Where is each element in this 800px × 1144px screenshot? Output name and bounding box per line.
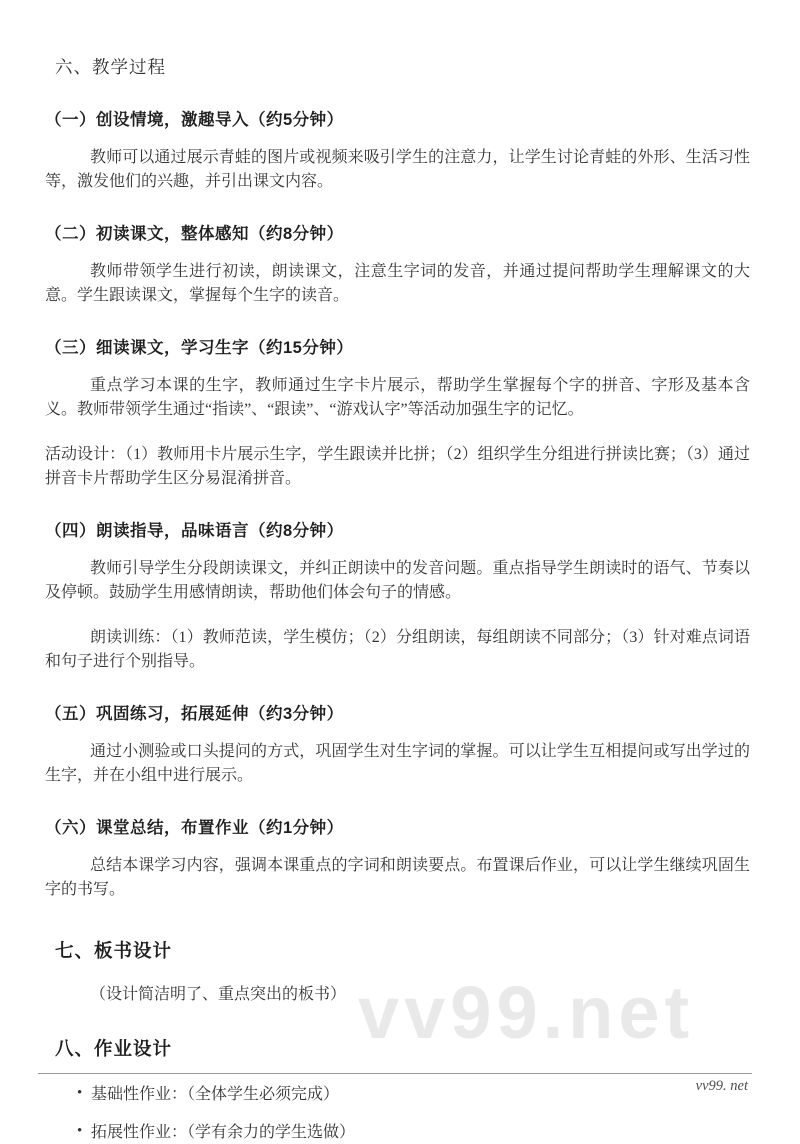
subsection-title-1: （一）创设情境，激趣导入（约5分钟） xyxy=(45,111,344,129)
section-consolidation xyxy=(45,700,750,787)
section-close-reading xyxy=(45,334,750,490)
watermark-logo: vv99.net xyxy=(358,971,695,1054)
heading-board-design: 七、板书设计 xyxy=(55,940,173,961)
paragraph: 教师可以通过展示青蛙的图片或视频来吸引学生的注意力，让学生讨论青蛙的外形、生活习性等，激发他们的兴趣，并引出课文内容。 xyxy=(45,149,750,190)
section-first-reading xyxy=(45,220,750,307)
subsection-title-6: （六）课堂总结，布置作业（约1分钟） xyxy=(45,819,344,837)
subsection-title-5: （五）巩固练习，拓展延伸（约3分钟） xyxy=(45,705,344,723)
paragraph-reading-training: 朗读训练：（1）教师范读，学生模仿；（2）分组朗读，每组朗读不同部分；（3）针对难点词语和句子进行个别指导。 xyxy=(45,629,750,670)
homework-list xyxy=(45,1083,750,1144)
footer-divider xyxy=(38,1073,752,1074)
board-design-note: （设计简洁明了、重点突出的板书） xyxy=(90,986,347,1003)
list-item-basic-homework xyxy=(77,1083,750,1106)
list-item-extended-homework xyxy=(77,1121,750,1144)
subsection-title-2: （二）初读课文，整体感知（约8分钟） xyxy=(45,225,344,243)
main-heading-teaching-process: 六、教学过程 xyxy=(55,57,166,77)
heading-homework-design: 八、作业设计 xyxy=(55,1037,173,1059)
paragraph: 总结本课学习内容，强调本课重点的字词和朗读要点。布置课后作业，可以让学生继续巩固生字的书写。 xyxy=(45,857,750,898)
paragraph: 重点学习本课的生字，教师通过生字卡片展示，帮助学生掌握每个字的拼音、字形及基本含义。教师带领学生通过“指读”、“跟读”、“游戏认字”等活动加强生字的记忆。 xyxy=(45,377,750,418)
subsection-title-4: （四）朗读指导，品味语言（约8分钟） xyxy=(45,522,344,540)
subsection-title-3: （三）细读课文，学习生字（约15分钟） xyxy=(45,339,354,357)
paragraph: 教师引导学生分段朗读课文，并纠正朗读中的发音问题。重点指导学生朗读时的语气、节奏以及停顿。鼓励学生用感情朗读，帮助他们体会句子的情感。 xyxy=(45,560,750,601)
bullet-icon: • xyxy=(77,1084,83,1101)
paragraph-activity-design: 活动设计：（1）教师用卡片展示生字，学生跟读并比拼；（2）组织学生分组进行拼读比赛；（3）通过拼音卡片帮助学生区分易混淆拼音。 xyxy=(45,446,750,487)
footer-site-text: vv99. net xyxy=(695,1078,748,1094)
paragraph: 通过小测验或口头提问的方式，巩固学生对生字词的掌握。可以让学生互相提问或写出学过的生字，并在小组中进行展示。 xyxy=(45,743,750,784)
list-item-label: 拓展性作业：（学有余力的学生选做） xyxy=(91,1123,356,1141)
bullet-icon: • xyxy=(77,1122,83,1139)
paragraph: 教师带领学生进行初读，朗读课文，注意生字词的发音，并通过提问帮助学生理解课文的大意。学生跟读课文，掌握每个生字的读音。 xyxy=(45,263,750,304)
section-intro xyxy=(45,106,750,193)
section-reading-guidance xyxy=(45,517,750,673)
section-summary xyxy=(45,814,750,901)
list-item-label: 基础性作业：（全体学生必须完成） xyxy=(91,1085,340,1103)
